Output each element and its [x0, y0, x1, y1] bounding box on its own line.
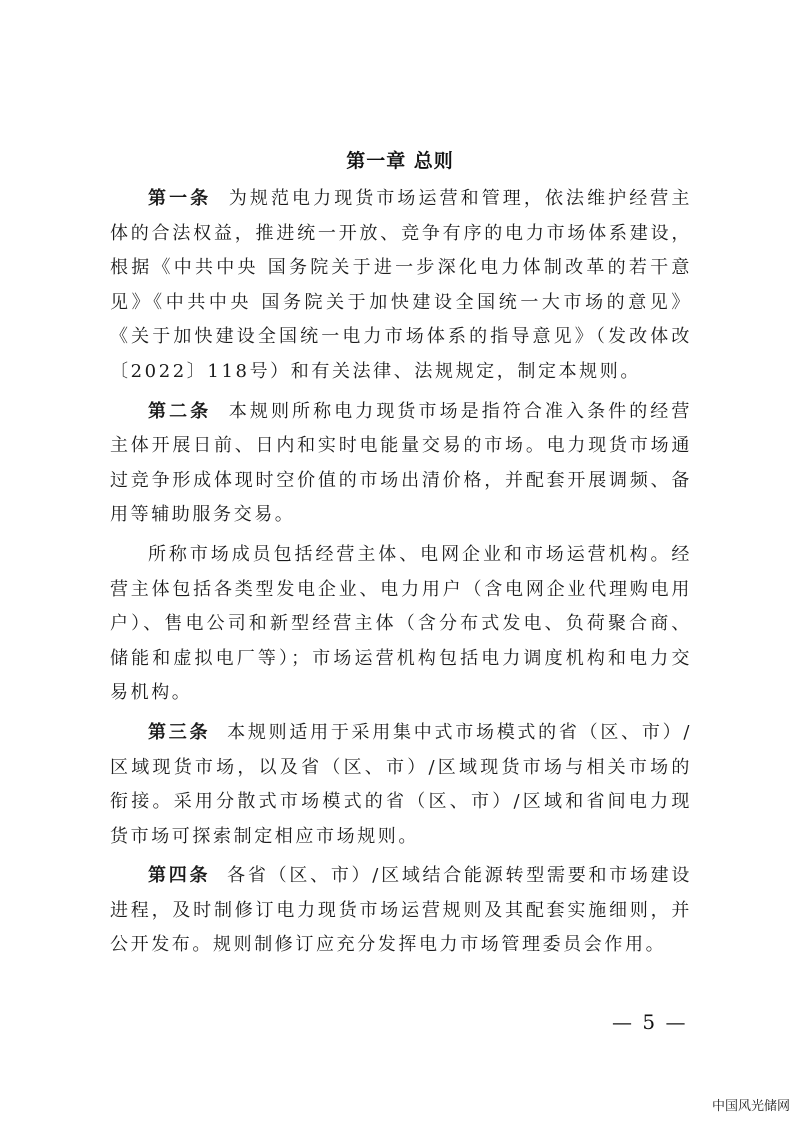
article-1 — [110, 182, 692, 390]
article-text: 本规则适用于采用集中式市场模式的省（区、市）/区域现货市场，以及省（区、市）/区域现货市场与相关市场的衔接。采用分散式市场模式的省（区、市）/区域和省间电力现货市场可探索制定相应市场规则。 — [110, 721, 692, 847]
chapter-title: 第一章 总则 — [346, 150, 454, 172]
article-text: 为规范电力现货市场运营和管理，依法维护经营主体的合法权益，推进统一开放、竞争有序的电力市场体系建设，根据《中共中央 国务院关于进一步深化电力体制改革的若干意见》《中共中央 国务院关于加快建设全国统一大市场的意见》《关于加快建设全国统一电力市场体系的指导意见》（发改体改〔2022〕118号）和有关法律、法规规定，制定本规则。 — [110, 188, 692, 382]
article-text: 各省（区、市）/区域结合能源转型需要和市场建设进程，及时制修订电力现货市场运营规则及其配套实施细则，并公开发布。规则制修订应充分发挥电力市场管理委员会作用。 — [110, 865, 692, 956]
article-2 — [110, 395, 692, 533]
article-text-spacer — [211, 188, 229, 209]
article-text-spacer — [210, 722, 227, 743]
article-text: 本规则所称电力现货市场是指符合准入条件的经营主体开展日前、日内和实时电能量交易的市场。电力现货市场通过竞争形成体现时空价值的市场出清价格，并配套开展调频、备用等辅助服务交易。 — [110, 400, 692, 526]
article-text-spacer — [211, 401, 229, 422]
article-label: 第一条 — [148, 188, 212, 209]
article-label: 第二条 — [148, 400, 212, 422]
document-body — [110, 182, 692, 963]
article-label: 第三条 — [148, 721, 211, 743]
article-label: 第四条 — [148, 865, 211, 887]
watermark-text: 中国风光储网 — [711, 1099, 790, 1114]
article-3 — [110, 716, 692, 854]
page-number: — 5 — — [612, 1010, 688, 1034]
article-4 — [110, 859, 692, 963]
article-2-paragraph-2 — [110, 538, 692, 711]
article-text: 所称市场成员包括经营主体、电网企业和市场运营机构。经营主体包括各类型发电企业、电力用户（含电网企业代理购电用户）、售电公司和新型经营主体（含分布式发电、负荷聚合商、储能和虚拟电厂等）；市场运营机构包括电力调度机构和电力交易机构。 — [110, 543, 692, 704]
article-text-spacer — [210, 865, 227, 886]
